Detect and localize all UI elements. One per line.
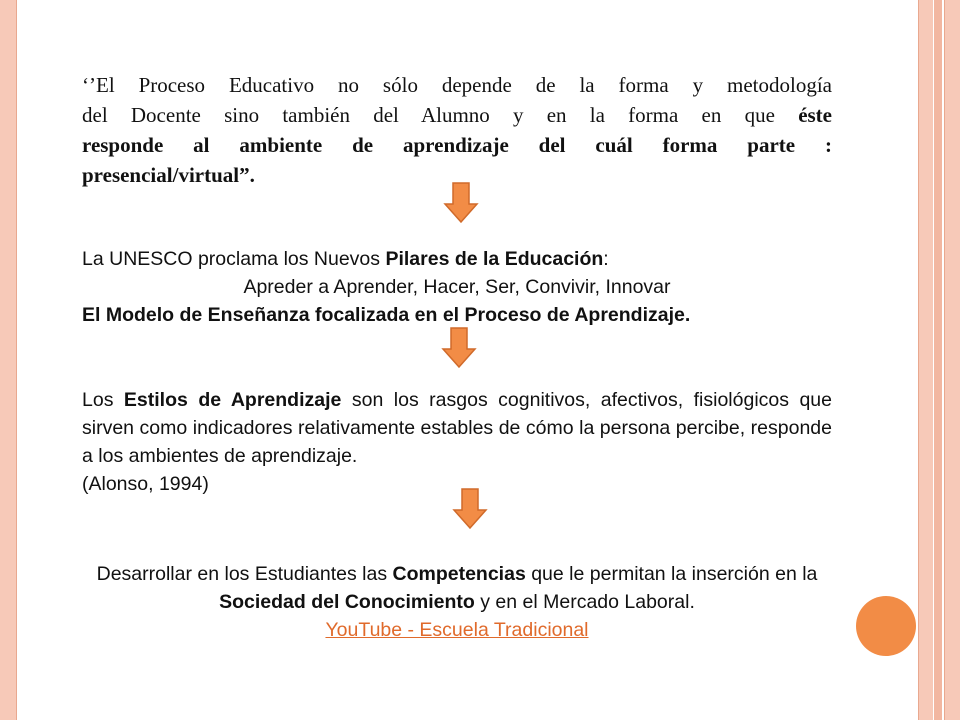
- competencias-term: Competencias: [392, 563, 526, 585]
- citation: (Alonso, 1994): [82, 473, 209, 495]
- quote-line: ‘’El Proceso Educativo no sólo depende de la forma y metodología: [82, 73, 832, 97]
- down-arrow-icon: [452, 488, 488, 530]
- quote-bold-text: éste: [798, 103, 832, 127]
- right-frame-stripe: [918, 0, 933, 720]
- sociedad-term: Sociedad del Conocimiento: [219, 591, 475, 613]
- model-statement: El Modelo de Enseñanza focalizada en el Proceso de Aprendizaje.: [82, 304, 691, 326]
- quote-bold-line: responde al ambiente de aprendizaje del cuál forma parte :: [82, 133, 832, 157]
- pilares-term: Pilares de la Educación: [385, 248, 604, 270]
- estilos-term: Estilos de Aprendizaje: [123, 389, 342, 411]
- pillars-list: Apreder a Aprender, Hacer, Ser, Convivir, Innovar: [243, 276, 671, 298]
- youtube-link[interactable]: YouTube - Escuela Tradicional: [325, 619, 589, 641]
- quote-paragraph: [82, 70, 832, 190]
- left-frame-border: [0, 0, 17, 720]
- quote-line: [82, 100, 832, 130]
- desarrollar-text: que le permitan la inserción en la: [525, 563, 818, 585]
- quote-text: del Docente sino también del Alumno y en la forma en que: [82, 103, 799, 127]
- unesco-text: La UNESCO proclama los Nuevos: [82, 248, 386, 270]
- quote-bold-line: presencial/virtual”.: [82, 163, 255, 187]
- desarrollar-paragraph: [82, 560, 832, 644]
- down-arrow-icon: [443, 182, 479, 224]
- estilos-text: son los rasgos cognitivos, afectivos, fisiológicos que sirven como indicadores relativamente estables de cómo la persona percibe, responde a los ambientes de aprendizaje.: [82, 389, 833, 467]
- unesco-colon: :: [603, 248, 609, 270]
- decorative-circle: [856, 596, 916, 656]
- desarrollar-text: y en el Mercado Laboral.: [474, 591, 695, 613]
- unesco-line: [82, 245, 832, 273]
- unesco-paragraph: [82, 245, 832, 329]
- estilos-paragraph: [82, 386, 832, 498]
- desarrollar-text: Desarrollar en los Estudiantes las: [96, 563, 393, 585]
- down-arrow-icon: [441, 327, 477, 369]
- estilos-text: Los: [82, 389, 124, 411]
- right-frame-stripe: [944, 0, 960, 720]
- right-frame-stripe: [934, 0, 942, 720]
